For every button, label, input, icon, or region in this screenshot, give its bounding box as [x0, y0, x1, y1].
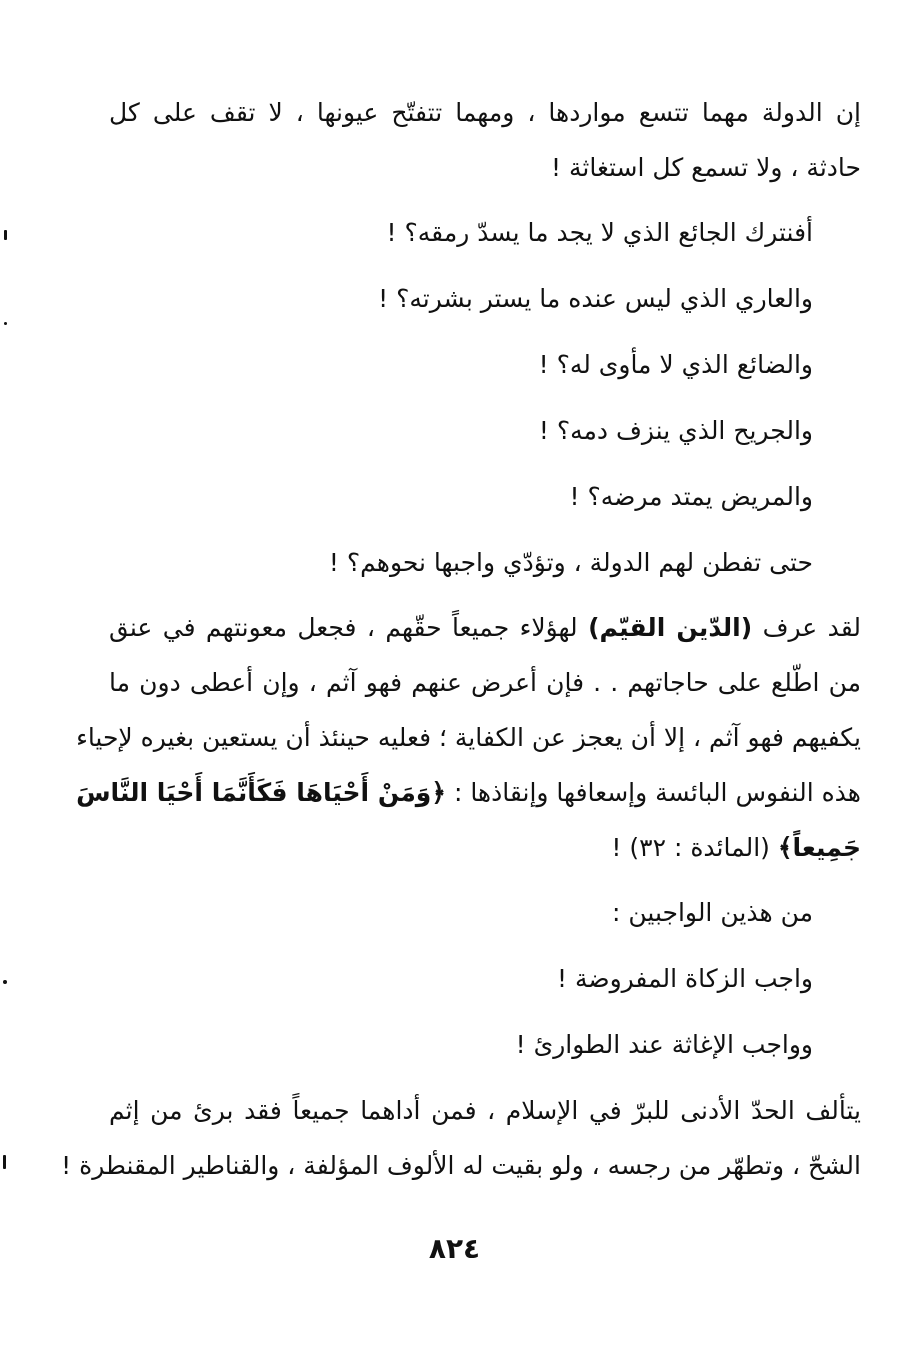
scan-edge-mark — [3, 1155, 6, 1169]
page-number: ٨٢٤ — [428, 1232, 481, 1265]
scan-edge-mark — [3, 980, 7, 984]
paragraph-3-line-1: يتألف الحدّ الأدنى للبرّ في الإسلام ، فمن أداهما جميعاً فقد برئ من إثم — [109, 1096, 861, 1125]
paragraph-2-line-5 — [611, 833, 861, 862]
paragraph-2-line-4-start: هذه النفوس البائسة وإسعافها وإنقاذها : — [446, 778, 861, 807]
religion-term: (الدّين القيّم) — [588, 613, 753, 642]
paragraph-2-line-2: من اطّلع على حاجاتهم . . فإن أعرض عنهم فهو آثم ، وإن أعطى دون ما — [109, 668, 861, 697]
quran-verse-part-1: ﴿وَمَنْ أَحْيَاهَا فَكَأَنَّمَا أَحْيَا النَّاسَ — [76, 778, 446, 807]
scan-edge-mark — [4, 230, 7, 240]
question-line-4: والجريح الذي ينزف دمه؟ ! — [538, 416, 813, 445]
quran-verse-part-2: جَمِيعاً﴾ — [777, 833, 861, 862]
paragraph-2-line-1 — [109, 613, 861, 642]
paragraph-2-line-4 — [76, 778, 861, 807]
question-line-5: والمريض يمتد مرضه؟ ! — [569, 482, 813, 511]
scan-edge-mark — [4, 322, 7, 325]
paragraph-2-line-1-end: لهؤلاء جميعاً حقّهم ، فجعل معونتهم في عنق — [109, 613, 589, 642]
duty-zakat: واجب الزكاة المفروضة ! — [556, 964, 813, 993]
verse-reference: (المائدة : ٣٢) ! — [611, 833, 778, 862]
question-line-6: حتى تفطن لهم الدولة ، وتؤدّي واجبها نحوهم؟ ! — [328, 548, 813, 577]
question-line-3: والضائع الذي لا مأوى له؟ ! — [538, 350, 813, 379]
question-line-2: والعاري الذي ليس عنده ما يستر بشرته؟ ! — [378, 284, 813, 313]
paragraph-1-line-1: إن الدولة مهما تتسع مواردها ، ومهما تتفتّح عيونها ، لا تقف على كل — [109, 98, 861, 127]
question-line-1: أفنترك الجائع الذي لا يجد ما يسدّ رمقه؟ ! — [386, 218, 813, 247]
duty-relief: وواجب الإغاثة عند الطوارئ ! — [515, 1030, 813, 1059]
paragraph-2-line-1-start: لقد عرف — [752, 613, 861, 642]
paragraph-3-line-2: الشحّ ، وتطهّر من رجسه ، ولو بقيت له الألوف المؤلفة ، والقناطير المقنطرة ! — [61, 1151, 861, 1180]
paragraph-2-line-3: يكفيهم فهو آثم ، إلا أن يعجز عن الكفاية ؛ فعليه حينئذ أن يستعين بغيره لإحياء — [76, 723, 861, 752]
duties-intro: من هذين الواجبين : — [612, 898, 813, 927]
paragraph-1-line-2: حادثة ، ولا تسمع كل استغاثة ! — [551, 153, 861, 182]
